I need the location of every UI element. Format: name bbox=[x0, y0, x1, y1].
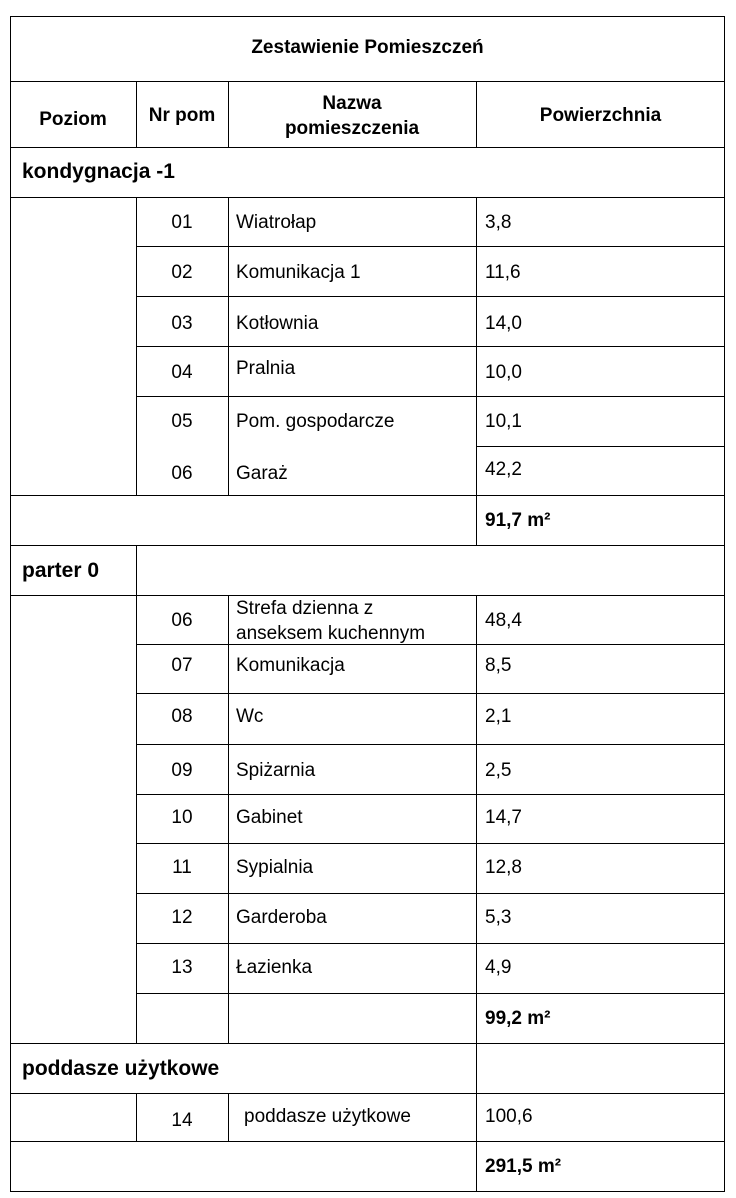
col-divider bbox=[476, 1141, 477, 1192]
row-divider bbox=[10, 81, 725, 82]
room-nr: 09 bbox=[171, 760, 193, 781]
room-name: Wc bbox=[236, 706, 264, 727]
level-heading: poddasze użytkowe bbox=[22, 1057, 220, 1080]
room-area: 42,2 bbox=[485, 459, 522, 480]
row-divider bbox=[10, 545, 725, 546]
row-divider bbox=[10, 1093, 725, 1094]
row-divider bbox=[10, 1043, 725, 1044]
header-powierzchnia: Powierzchnia bbox=[539, 105, 662, 126]
room-nr: 13 bbox=[171, 957, 193, 978]
row-divider bbox=[136, 993, 725, 994]
room-nr: 06 bbox=[171, 463, 193, 484]
col-divider bbox=[476, 595, 477, 1043]
subtotal-area: 99,2 m² bbox=[485, 1008, 551, 1029]
room-area: 5,3 bbox=[485, 907, 512, 928]
room-area: 8,5 bbox=[485, 655, 512, 676]
row-divider bbox=[136, 246, 725, 247]
col-divider bbox=[136, 545, 137, 595]
room-nr: 06 bbox=[171, 610, 193, 631]
col-divider bbox=[476, 1093, 477, 1141]
room-area: 2,5 bbox=[485, 760, 512, 781]
total-area: 291,5 m² bbox=[485, 1156, 562, 1177]
row-divider bbox=[136, 794, 725, 795]
room-name: Łazienka bbox=[236, 957, 313, 978]
room-area: 4,9 bbox=[485, 957, 512, 978]
room-area: 3,8 bbox=[485, 212, 512, 233]
header-poziom: Poziom bbox=[39, 109, 107, 130]
row-divider bbox=[10, 147, 725, 148]
room-name-line2: anseksem kuchennym bbox=[236, 623, 426, 644]
row-divider bbox=[10, 595, 725, 596]
row-divider bbox=[136, 744, 725, 745]
row-divider bbox=[136, 296, 725, 297]
room-nr: 01 bbox=[171, 212, 193, 233]
room-nr: 07 bbox=[171, 655, 193, 676]
col-divider bbox=[476, 197, 477, 545]
room-name: Komunikacja bbox=[236, 655, 345, 676]
room-name: Wiatrołap bbox=[236, 212, 317, 233]
room-area: 11,6 bbox=[485, 262, 521, 283]
row-divider bbox=[10, 495, 725, 496]
header-nazwa-line1: Nazwa bbox=[322, 93, 382, 114]
row-divider bbox=[10, 1141, 725, 1142]
room-area: 14,7 bbox=[485, 807, 522, 828]
room-area: 100,6 bbox=[485, 1106, 533, 1127]
room-name: Garaż bbox=[236, 463, 288, 484]
room-nr: 08 bbox=[171, 706, 193, 727]
room-name: Garderoba bbox=[236, 907, 327, 928]
room-name: Spiżarnia bbox=[236, 760, 316, 781]
room-name: Komunikacja 1 bbox=[236, 262, 361, 283]
table-title: Zestawienie Pomieszczeń bbox=[251, 37, 484, 58]
room-nr: 10 bbox=[171, 807, 193, 828]
col-divider bbox=[136, 197, 137, 495]
room-area: 2,1 bbox=[485, 706, 512, 727]
row-divider bbox=[136, 843, 725, 844]
room-area: 48,4 bbox=[485, 610, 522, 631]
room-name: Pom. gospodarcze bbox=[236, 411, 395, 432]
row-divider bbox=[10, 197, 725, 198]
room-nr: 03 bbox=[171, 313, 193, 334]
level-heading: kondygnacja -1 bbox=[22, 160, 175, 183]
room-nr: 04 bbox=[171, 362, 193, 383]
row-divider bbox=[136, 693, 725, 694]
col-divider bbox=[228, 595, 229, 1043]
room-name-line1: Strefa dzienna z bbox=[236, 598, 374, 619]
row-divider bbox=[136, 644, 725, 645]
header-nr-pom: Nr pom bbox=[148, 105, 216, 126]
col-divider bbox=[228, 1093, 229, 1141]
col-divider bbox=[476, 1043, 477, 1093]
room-nr: 14 bbox=[171, 1110, 193, 1131]
row-divider bbox=[136, 396, 725, 397]
room-nr: 02 bbox=[171, 262, 193, 283]
room-nr: 11 bbox=[172, 857, 192, 878]
header-nazwa-line2: pomieszczenia bbox=[284, 118, 420, 139]
row-divider bbox=[136, 346, 725, 347]
room-name: poddasze użytkowe bbox=[244, 1106, 411, 1127]
room-name: Pralnia bbox=[236, 358, 296, 379]
subtotal-area: 91,7 m² bbox=[485, 510, 551, 531]
row-divider bbox=[136, 943, 725, 944]
room-area: 10,0 bbox=[485, 362, 522, 383]
room-name: Kotłownia bbox=[236, 313, 319, 334]
room-name: Gabinet bbox=[236, 807, 303, 828]
room-name: Sypialnia bbox=[236, 857, 314, 878]
room-area: 14,0 bbox=[485, 313, 522, 334]
room-nr: 12 bbox=[171, 907, 193, 928]
room-area: 10,1 bbox=[485, 411, 522, 432]
room-area: 12,8 bbox=[485, 857, 522, 878]
col-divider bbox=[228, 197, 229, 495]
row-divider bbox=[136, 893, 725, 894]
level-heading: parter 0 bbox=[22, 559, 100, 582]
row-divider bbox=[476, 446, 725, 447]
room-nr: 05 bbox=[171, 411, 193, 432]
